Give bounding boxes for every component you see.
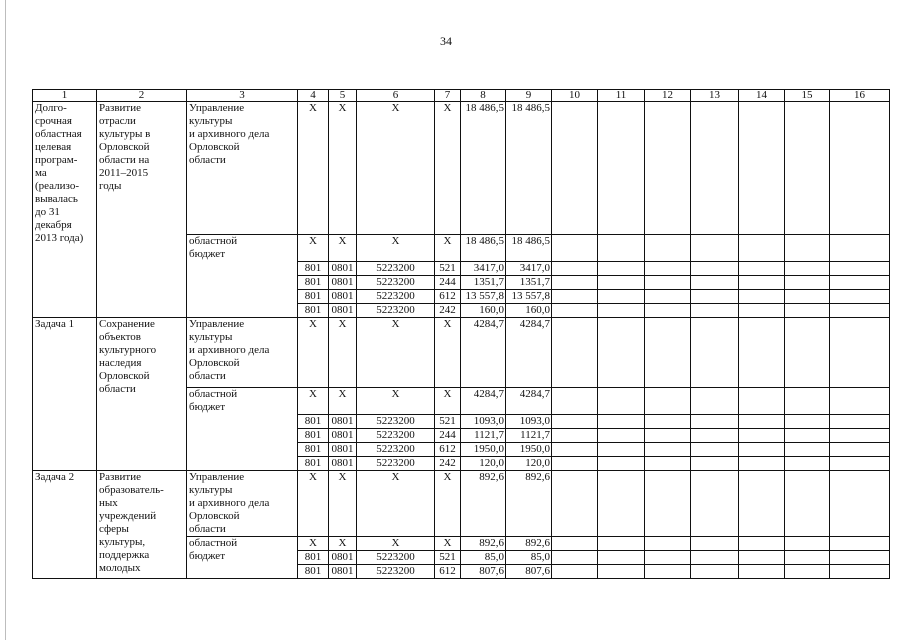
empty-cell <box>785 102 830 235</box>
value-cell: 801 <box>298 565 329 579</box>
value-cell: 120,0 <box>461 457 506 471</box>
column-header: 11 <box>598 90 645 102</box>
value-cell: 120,0 <box>506 457 552 471</box>
value-cell: 5223200 <box>357 457 435 471</box>
empty-cell <box>552 415 598 429</box>
value-cell: 0801 <box>329 457 357 471</box>
program-cell: Долго- срочная областная целевая програм- ма (реализо- вывалась до 31 декабря 2013 года) <box>33 102 97 318</box>
empty-cell <box>830 551 890 565</box>
value-cell: X <box>298 388 329 415</box>
empty-cell <box>552 537 598 551</box>
column-header: 10 <box>552 90 598 102</box>
value-cell: 892,6 <box>506 471 552 537</box>
value-cell: 801 <box>298 262 329 276</box>
value-cell: 0801 <box>329 290 357 304</box>
value-cell: X <box>435 537 461 551</box>
empty-cell <box>785 565 830 579</box>
empty-cell <box>830 443 890 457</box>
value-cell: X <box>357 318 435 388</box>
empty-cell <box>739 537 785 551</box>
column-header: 13 <box>691 90 739 102</box>
empty-cell <box>739 318 785 388</box>
value-cell: 5223200 <box>357 304 435 318</box>
value-cell: 85,0 <box>506 551 552 565</box>
empty-cell <box>785 276 830 290</box>
empty-cell <box>739 262 785 276</box>
empty-cell <box>691 290 739 304</box>
empty-cell <box>785 415 830 429</box>
empty-cell <box>691 318 739 388</box>
empty-cell <box>598 443 645 457</box>
value-cell: 801 <box>298 429 329 443</box>
value-cell: 4284,7 <box>506 318 552 388</box>
value-cell: 801 <box>298 443 329 457</box>
value-cell: 5223200 <box>357 429 435 443</box>
value-cell: 892,6 <box>461 537 506 551</box>
value-cell: 801 <box>298 457 329 471</box>
empty-cell <box>785 262 830 276</box>
empty-cell <box>645 388 691 415</box>
value-cell: X <box>329 537 357 551</box>
value-cell: 807,6 <box>506 565 552 579</box>
budget-table <box>32 89 890 579</box>
empty-cell <box>691 471 739 537</box>
empty-cell <box>691 443 739 457</box>
empty-cell <box>645 276 691 290</box>
column-header: 16 <box>830 90 890 102</box>
value-cell: 0801 <box>329 429 357 443</box>
empty-cell <box>552 102 598 235</box>
page-number: 34 <box>440 34 452 48</box>
value-cell: 85,0 <box>461 551 506 565</box>
value-cell: 5223200 <box>357 443 435 457</box>
page-edge-line <box>5 0 6 640</box>
empty-cell <box>645 537 691 551</box>
empty-cell <box>598 102 645 235</box>
empty-cell <box>598 235 645 262</box>
empty-cell <box>645 304 691 318</box>
empty-cell <box>552 388 598 415</box>
value-cell: 13 557,8 <box>506 290 552 304</box>
value-cell: 18 486,5 <box>506 102 552 235</box>
empty-cell <box>598 304 645 318</box>
value-cell: 0801 <box>329 565 357 579</box>
table-header-row <box>33 90 890 102</box>
empty-cell <box>645 102 691 235</box>
empty-cell <box>598 262 645 276</box>
empty-cell <box>598 565 645 579</box>
value-cell: 4284,7 <box>506 388 552 415</box>
empty-cell <box>785 388 830 415</box>
value-cell: X <box>298 102 329 235</box>
empty-cell <box>830 415 890 429</box>
value-cell: 5223200 <box>357 551 435 565</box>
value-cell: X <box>357 102 435 235</box>
value-cell: X <box>357 537 435 551</box>
value-cell: 801 <box>298 304 329 318</box>
value-cell: X <box>357 471 435 537</box>
value-cell: 1093,0 <box>506 415 552 429</box>
empty-cell <box>691 102 739 235</box>
value-cell: X <box>298 318 329 388</box>
value-cell: 5223200 <box>357 565 435 579</box>
column-header: 15 <box>785 90 830 102</box>
empty-cell <box>830 429 890 443</box>
value-cell: 1093,0 <box>461 415 506 429</box>
empty-cell <box>785 457 830 471</box>
value-cell: 160,0 <box>506 304 552 318</box>
empty-cell <box>598 471 645 537</box>
column-header: 8 <box>461 90 506 102</box>
column-header: 12 <box>645 90 691 102</box>
empty-cell <box>691 262 739 276</box>
value-cell: 242 <box>435 457 461 471</box>
empty-cell <box>830 537 890 551</box>
value-cell: 1950,0 <box>461 443 506 457</box>
value-cell: 1121,7 <box>506 429 552 443</box>
value-cell: 244 <box>435 429 461 443</box>
value-cell: 1950,0 <box>506 443 552 457</box>
empty-cell <box>739 102 785 235</box>
value-cell: 612 <box>435 565 461 579</box>
value-cell: X <box>357 388 435 415</box>
empty-cell <box>785 290 830 304</box>
value-cell: X <box>298 537 329 551</box>
empty-cell <box>552 262 598 276</box>
executor-cell: Управление культуры и архивного дела Орловской области <box>187 318 298 388</box>
empty-cell <box>645 235 691 262</box>
value-cell: 0801 <box>329 262 357 276</box>
value-cell: 0801 <box>329 415 357 429</box>
empty-cell <box>645 565 691 579</box>
empty-cell <box>785 551 830 565</box>
program-name-cell: Развитие отрасли культуры в Орловской области на 2011–2015 годы <box>97 102 187 318</box>
empty-cell <box>552 318 598 388</box>
column-header: 4 <box>298 90 329 102</box>
empty-cell <box>645 551 691 565</box>
empty-cell <box>691 415 739 429</box>
empty-cell <box>830 235 890 262</box>
table-row <box>33 102 890 235</box>
column-header: 5 <box>329 90 357 102</box>
executor-cell: Управление культуры и архивного дела Орловской области <box>187 471 298 537</box>
value-cell: 4284,7 <box>461 388 506 415</box>
empty-cell <box>552 290 598 304</box>
value-cell: 612 <box>435 290 461 304</box>
value-cell: 1351,7 <box>461 276 506 290</box>
value-cell: 18 486,5 <box>506 235 552 262</box>
value-cell: 242 <box>435 304 461 318</box>
value-cell: 160,0 <box>461 304 506 318</box>
value-cell: 5223200 <box>357 290 435 304</box>
value-cell: X <box>435 318 461 388</box>
empty-cell <box>739 443 785 457</box>
value-cell: X <box>435 235 461 262</box>
empty-cell <box>691 537 739 551</box>
value-cell: X <box>435 471 461 537</box>
table-row <box>33 471 890 537</box>
empty-cell <box>552 235 598 262</box>
value-cell: X <box>329 318 357 388</box>
empty-cell <box>739 429 785 443</box>
empty-cell <box>739 415 785 429</box>
value-cell: 18 486,5 <box>461 235 506 262</box>
value-cell: 892,6 <box>461 471 506 537</box>
empty-cell <box>645 415 691 429</box>
empty-cell <box>598 388 645 415</box>
empty-cell <box>552 471 598 537</box>
value-cell: 801 <box>298 415 329 429</box>
budget-cell: областной бюджет <box>187 537 298 579</box>
budget-cell: областной бюджет <box>187 388 298 471</box>
column-header: 14 <box>739 90 785 102</box>
empty-cell <box>830 388 890 415</box>
empty-cell <box>830 290 890 304</box>
empty-cell <box>598 457 645 471</box>
value-cell: 1351,7 <box>506 276 552 290</box>
empty-cell <box>785 318 830 388</box>
empty-cell <box>598 537 645 551</box>
empty-cell <box>739 551 785 565</box>
value-cell: 801 <box>298 551 329 565</box>
empty-cell <box>645 443 691 457</box>
empty-cell <box>645 471 691 537</box>
empty-cell <box>739 235 785 262</box>
empty-cell <box>739 388 785 415</box>
value-cell: 3417,0 <box>506 262 552 276</box>
value-cell: 1121,7 <box>461 429 506 443</box>
value-cell: 5223200 <box>357 262 435 276</box>
value-cell: X <box>329 235 357 262</box>
value-cell: 0801 <box>329 551 357 565</box>
executor-cell: Управление культуры и архивного дела Орловской области <box>187 102 298 235</box>
program-name-cell: Сохранение объектов культурного наследия Орловской области <box>97 318 187 471</box>
empty-cell <box>598 551 645 565</box>
empty-cell <box>739 304 785 318</box>
empty-cell <box>739 290 785 304</box>
column-header: 9 <box>506 90 552 102</box>
empty-cell <box>830 276 890 290</box>
empty-cell <box>552 304 598 318</box>
empty-cell <box>830 102 890 235</box>
value-cell: 5223200 <box>357 415 435 429</box>
empty-cell <box>552 551 598 565</box>
empty-cell <box>830 304 890 318</box>
value-cell: 13 557,8 <box>461 290 506 304</box>
value-cell: 18 486,5 <box>461 102 506 235</box>
program-name-cell: Развитие образователь- ных учреждений сферы культуры, поддержка молодых <box>97 471 187 579</box>
empty-cell <box>598 290 645 304</box>
empty-cell <box>691 457 739 471</box>
column-header: 3 <box>187 90 298 102</box>
empty-cell <box>552 429 598 443</box>
value-cell: X <box>435 102 461 235</box>
empty-cell <box>598 429 645 443</box>
empty-cell <box>645 457 691 471</box>
empty-cell <box>785 235 830 262</box>
empty-cell <box>739 276 785 290</box>
empty-cell <box>739 565 785 579</box>
empty-cell <box>598 276 645 290</box>
value-cell: 801 <box>298 276 329 290</box>
empty-cell <box>830 262 890 276</box>
empty-cell <box>691 276 739 290</box>
column-header: 7 <box>435 90 461 102</box>
value-cell: X <box>357 235 435 262</box>
program-cell: Задача 2 <box>33 471 97 579</box>
empty-cell <box>785 429 830 443</box>
value-cell: 244 <box>435 276 461 290</box>
empty-cell <box>645 262 691 276</box>
value-cell: X <box>329 388 357 415</box>
value-cell: X <box>329 102 357 235</box>
empty-cell <box>830 457 890 471</box>
empty-cell <box>598 318 645 388</box>
empty-cell <box>785 537 830 551</box>
value-cell: 0801 <box>329 443 357 457</box>
value-cell: 521 <box>435 415 461 429</box>
value-cell: 807,6 <box>461 565 506 579</box>
value-cell: 5223200 <box>357 276 435 290</box>
empty-cell <box>691 235 739 262</box>
empty-cell <box>552 457 598 471</box>
empty-cell <box>552 276 598 290</box>
value-cell: X <box>298 471 329 537</box>
value-cell: X <box>298 235 329 262</box>
empty-cell <box>691 551 739 565</box>
empty-cell <box>785 304 830 318</box>
value-cell: X <box>435 388 461 415</box>
empty-cell <box>645 318 691 388</box>
empty-cell <box>739 457 785 471</box>
empty-cell <box>830 471 890 537</box>
value-cell: X <box>329 471 357 537</box>
empty-cell <box>691 304 739 318</box>
column-header: 2 <box>97 90 187 102</box>
value-cell: 0801 <box>329 276 357 290</box>
value-cell: 801 <box>298 290 329 304</box>
value-cell: 892,6 <box>506 537 552 551</box>
empty-cell <box>785 443 830 457</box>
table-row <box>33 318 890 388</box>
empty-cell <box>739 471 785 537</box>
budget-cell: областной бюджет <box>187 235 298 318</box>
empty-cell <box>691 388 739 415</box>
value-cell: 3417,0 <box>461 262 506 276</box>
empty-cell <box>691 565 739 579</box>
value-cell: 4284,7 <box>461 318 506 388</box>
empty-cell <box>830 565 890 579</box>
empty-cell <box>598 415 645 429</box>
empty-cell <box>552 443 598 457</box>
program-cell: Задача 1 <box>33 318 97 471</box>
empty-cell <box>830 318 890 388</box>
empty-cell <box>785 471 830 537</box>
value-cell: 0801 <box>329 304 357 318</box>
value-cell: 521 <box>435 262 461 276</box>
column-header: 6 <box>357 90 435 102</box>
empty-cell <box>691 429 739 443</box>
empty-cell <box>645 429 691 443</box>
value-cell: 612 <box>435 443 461 457</box>
value-cell: 521 <box>435 551 461 565</box>
column-header: 1 <box>33 90 97 102</box>
empty-cell <box>645 290 691 304</box>
empty-cell <box>552 565 598 579</box>
